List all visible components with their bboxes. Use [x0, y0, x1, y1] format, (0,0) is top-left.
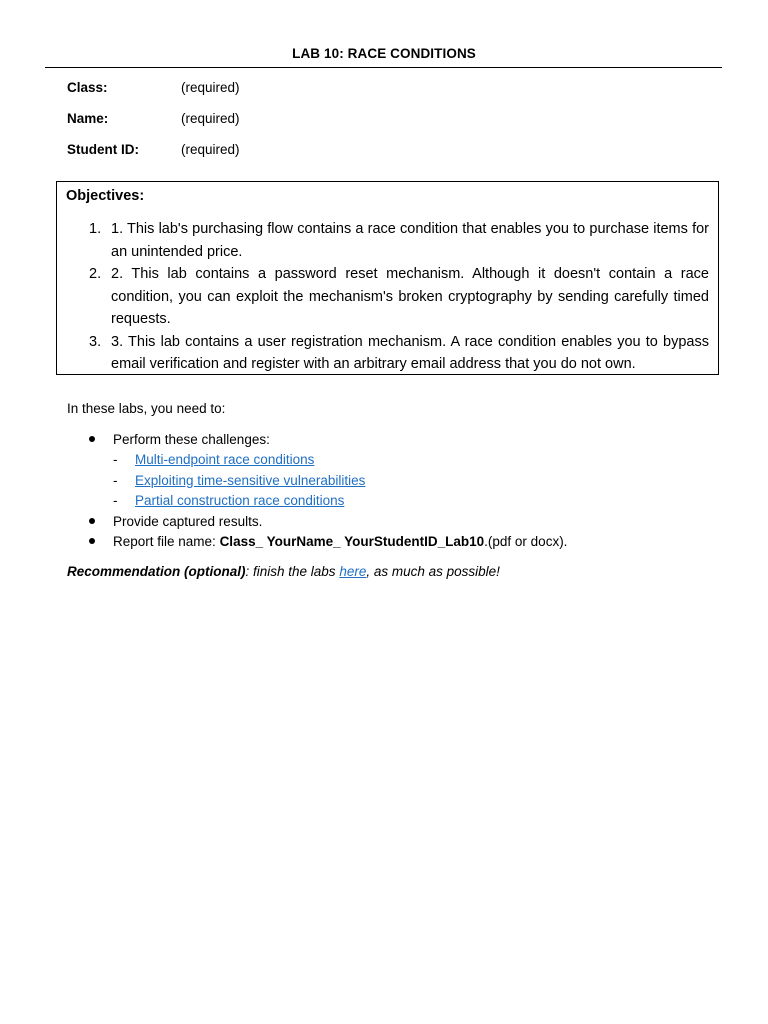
name-label: Name:: [67, 111, 109, 126]
recommendation-here-link[interactable]: here: [339, 564, 367, 579]
recommendation-text: : finish the labs: [245, 564, 340, 579]
objective-text: 3. This lab contains a user registration mechanism. A race condition enables you to bypass email verification and register with an arbitrary email address that you do not own.: [111, 333, 709, 372]
class-label: Class:: [67, 80, 108, 95]
student-id-label: Student ID:: [67, 142, 139, 157]
recommendation-label: Recommendation (optional): [67, 564, 246, 579]
challenges-label: Perform these challenges:: [113, 432, 270, 447]
document-title: LAB 10: RACE CONDITIONS: [292, 46, 476, 61]
bullet-icon: [89, 518, 95, 524]
instructions-intro: In these labs, you need to:: [67, 401, 226, 416]
challenge-link-time-sensitive[interactable]: Exploiting time-sensitive vulnerabilities: [135, 472, 366, 488]
report-prefix: Report file name:: [113, 533, 220, 549]
class-value: (required): [181, 80, 240, 95]
objective-item: [57, 218, 718, 263]
objective-text: 1. This lab's purchasing flow contains a race condition that enables you to purchase items for an unintended price.: [111, 221, 709, 260]
objective-number: 1.: [89, 221, 102, 237]
list-item-challenges: [67, 430, 717, 512]
challenge-link-partial-construction[interactable]: Partial construction race conditions: [135, 493, 345, 508]
dash-marker: -: [113, 472, 118, 488]
recommendation-text-end: , as much as possible!: [366, 564, 500, 579]
objective-text: 2. This lab contains a password reset mechanism. Although it doesn't contain a race condition, you can exploit the mechanism's broken cryptography by sending carefully timed requests.: [111, 266, 709, 327]
captured-results-text: Provide captured results.: [113, 513, 263, 529]
name-value: (required): [181, 111, 240, 126]
objective-item: [57, 263, 718, 331]
challenge-link-item: [113, 491, 717, 512]
objective-number: 2.: [89, 266, 102, 282]
dash-marker: -: [113, 452, 118, 467]
dash-marker: -: [113, 493, 118, 508]
challenge-link-item: [113, 471, 717, 492]
objective-number: 3.: [89, 333, 102, 350]
instructions-list: [67, 430, 717, 552]
objective-item: [57, 331, 718, 376]
challenge-links-list: [113, 450, 717, 512]
challenge-link-multi-endpoint[interactable]: Multi-endpoint race conditions: [135, 452, 315, 467]
objectives-title: Objectives:: [66, 188, 145, 204]
recommendation-line: [67, 564, 500, 579]
bullet-icon: [89, 538, 95, 544]
objectives-list: [57, 218, 718, 376]
report-suffix: .(pdf or docx).: [484, 533, 568, 549]
objectives-box: [56, 181, 719, 375]
bullet-icon: [89, 436, 95, 442]
report-file-name: Class_ YourName_ YourStudentID_Lab10: [219, 533, 485, 549]
challenge-link-item: [113, 450, 717, 471]
header-divider: [45, 67, 722, 68]
student-id-value: (required): [181, 142, 240, 157]
list-item-captured: [67, 512, 717, 532]
list-item-report: [67, 532, 717, 552]
